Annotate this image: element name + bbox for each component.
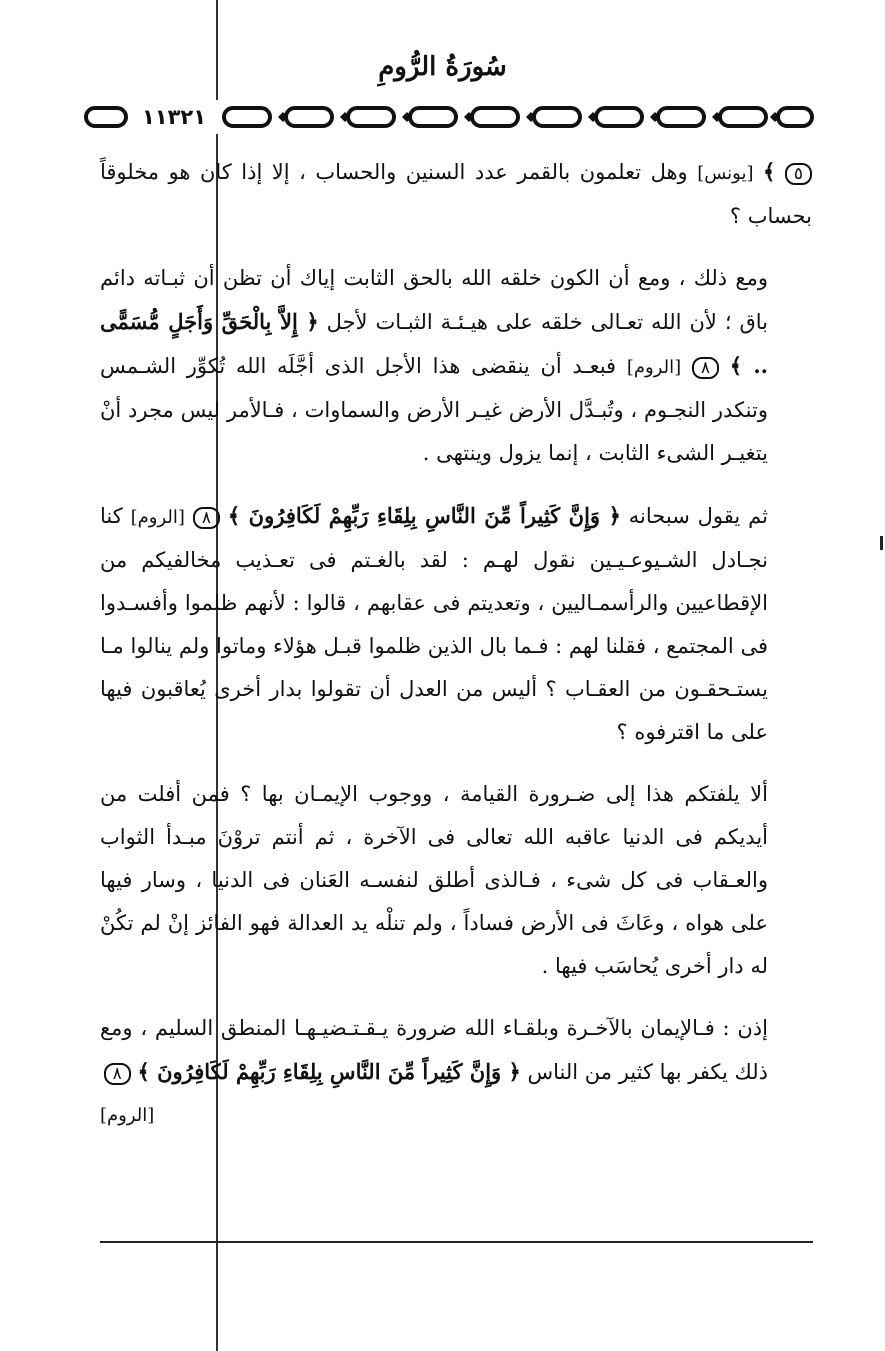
verse-number: ٥ — [785, 163, 812, 185]
paragraph-1 — [100, 150, 812, 238]
quran-verse: ﴿ وَإِنَّ كَثِيراً مِّنَ النَّاسِ بِلِقَاءِ رَبِّهِمْ لَكَافِرُونَ ﴾ — [137, 1059, 521, 1084]
footer-rule — [100, 1241, 813, 1243]
quran-verse: ﴿ إِلاَّ بِالْحَقِّ وَأَجَلٍ مُّسَمًّى .. ﴾ — [100, 309, 768, 378]
paragraph-5 — [100, 1007, 812, 1126]
paragraph-text: ومع ذلك ، ومع أن الكون خلقه الله بالحق الثابت إياك أن تظن أن ثبـاته دائم باق ؛ لأن الله تعـالى خلقه على هيـئـة الثبـات لأجل — [100, 266, 768, 334]
paragraph-text: إذن : فـالإيمان بالآخـرة وبلقـاء الله ضرورة يـقـتـضيـهـا المنطق السليم ، ومع ذلك يكفر بها كثير من الناس — [100, 1016, 768, 1084]
source-reference: [الروم] — [130, 507, 185, 528]
scan-margin-mark — [880, 536, 883, 550]
verse-number: ٨ — [104, 1063, 131, 1085]
surah-title: سُورَةُ الرُّومِ — [378, 52, 507, 82]
paragraph-text: فبعـد أن ينقضى هذا الأجل الذى أجَّلَه الله تُكوِّر الشـمس وتنكدر النجـوم ، وتُبـدَّل الأرض غيـر الأرض والسماوات ، فـالأمر ليس مجرد أنْ يتغيـر الشىء الثابت ، إنما يزول وينتهى . — [100, 354, 768, 465]
quran-verse: ﴿ وَإِنَّ كَثِيراً مِّنَ النَّاسِ بِلِقَاءِ رَبِّهِمْ لَكَافِرُونَ ﴾ — [227, 503, 621, 528]
commentary-text — [100, 150, 812, 1137]
source-reference: [الروم] — [626, 357, 682, 378]
paragraph-text: كنا نجـادل الشـيوعـيـين نقول لهـم : لقد بالغـتم فى تعـذيب مخالفيكم من الإقطاعيين والرأسمـاليين ، وتعديتم فى عقابهم ، قالوا : لأنهم ظلموا وأفسـدوا فى المجتمع ، فقلنا لهم : فـما بال الذين ظلموا قبـل هؤلاء وماتوا ولم ينالوا مـا يستـحقـون من العقـاب ؟ أليس من العدل أن تقولوا بدار أخرى يُعاقبون فيها على ما اقترفوه ؟ — [100, 504, 768, 744]
verse-number: ٨ — [692, 357, 719, 379]
verse-number: ٨ — [193, 507, 220, 529]
paragraph-4 — [100, 773, 812, 988]
source-reference: [الروم] — [100, 1105, 155, 1126]
paragraph-2 — [100, 257, 812, 475]
page-number: ١١٣٢١ — [128, 100, 220, 134]
source-reference: [يونس] — [697, 163, 754, 184]
paragraph-text: ألا يلفتكم هذا إلى ضـرورة القيامة ، ووجوب الإيمـان بها ؟ فمن أفلت من أيديكم فى الدنيا عاقبه الله تعالى فى الآخرة ، ثم أنتم تروْنَ مبـدأ الثواب والعـقاب فى كل شىء ، فـالذى أطلق لنفسـه العَنان فى الدنيا ، وسار فيها على هواه ، وعَاثَ فى الأرض فساداً ، ولم تنلْه يد العدالة فهو الفائز إنْ لم تكُنْ له دار أخرى يُحاسَب فيها . — [100, 782, 768, 978]
paragraph-text: وهل تعلمون بالقمر عدد السنين والحساب ، إلا إذا كان هو مخلوقاً بحساب ؟ — [100, 160, 812, 228]
verse-bracket: ﴾ — [763, 159, 776, 184]
paragraph-3 — [100, 494, 812, 754]
paragraph-text: ثم يقول سبحانه — [628, 504, 768, 528]
